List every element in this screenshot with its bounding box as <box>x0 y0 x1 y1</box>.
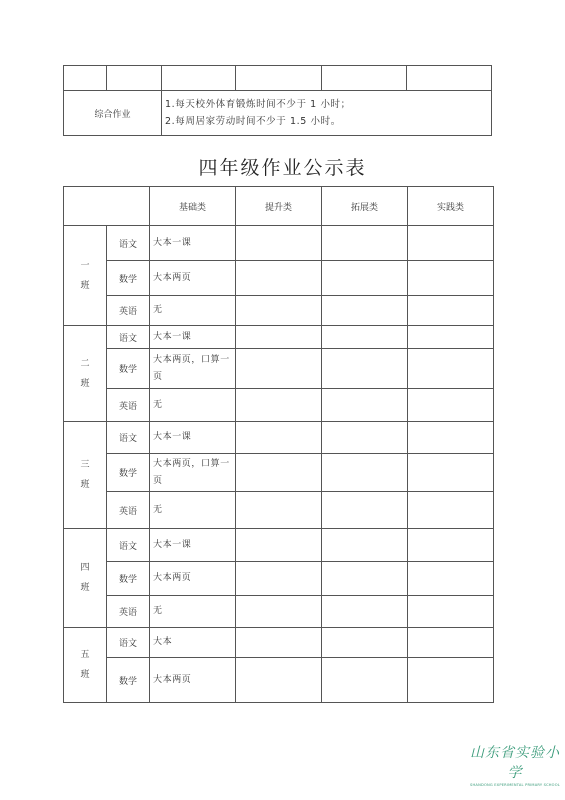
empty-cell <box>322 454 408 492</box>
table-row <box>64 422 494 454</box>
school-logo <box>470 742 560 787</box>
blank-row <box>64 66 492 91</box>
subject-cell: 语文 <box>107 326 150 349</box>
comprehensive-row <box>64 91 492 136</box>
empty-cell <box>408 389 494 422</box>
empty-cell <box>322 658 408 703</box>
table-row <box>64 226 494 261</box>
header-cell: 基础类 <box>150 187 236 226</box>
class-name: 四 班 <box>64 529 107 628</box>
empty-cell <box>236 492 322 529</box>
empty-cell <box>408 296 494 326</box>
basic-homework-cell: 大本一课 <box>150 326 236 349</box>
comprehensive-homework-table <box>63 65 492 136</box>
header-cell: 提升类 <box>236 187 322 226</box>
page-title: 四年级作业公示表 <box>198 157 367 179</box>
table-row <box>64 596 494 628</box>
subject-cell: 英语 <box>107 596 150 628</box>
table-row <box>64 562 494 596</box>
empty-cell <box>322 596 408 628</box>
empty-cell <box>236 628 322 658</box>
basic-homework-cell: 无 <box>150 596 236 628</box>
empty-cell <box>322 492 408 529</box>
basic-homework-cell: 大本一课 <box>150 422 236 454</box>
empty-cell <box>322 562 408 596</box>
subject-cell: 语文 <box>107 529 150 562</box>
table-row <box>64 529 494 562</box>
empty-cell <box>322 226 408 261</box>
empty-cell <box>236 389 322 422</box>
table-row <box>64 454 494 492</box>
empty-cell <box>408 658 494 703</box>
empty-cell <box>322 261 408 296</box>
subject-cell: 数学 <box>107 658 150 703</box>
basic-homework-cell: 大本两页，口算一页 <box>150 349 236 389</box>
subject-cell: 数学 <box>107 562 150 596</box>
school-logo-english: SHANDONG EXPERIMENTAL PRIMARY SCHOOL <box>470 783 560 787</box>
table-row <box>64 296 494 326</box>
table-row <box>64 658 494 703</box>
comprehensive-line-2: 2.每周居家劳动时间不少于 1.5 小时。 <box>165 116 341 127</box>
empty-cell <box>236 562 322 596</box>
header-cell: 拓展类 <box>322 187 408 226</box>
class-name: 二 班 <box>64 326 107 422</box>
table-row <box>64 326 494 349</box>
empty-cell <box>236 261 322 296</box>
header-blank <box>64 187 150 226</box>
basic-homework-cell: 无 <box>150 389 236 422</box>
basic-homework-cell: 大本两页，口算一页 <box>150 454 236 492</box>
subject-cell: 语文 <box>107 226 150 261</box>
table-row <box>64 261 494 296</box>
table-row <box>64 349 494 389</box>
basic-homework-cell: 大本两页 <box>150 261 236 296</box>
header-row <box>64 187 494 226</box>
empty-cell <box>408 349 494 389</box>
empty-cell <box>408 596 494 628</box>
school-logo-name: 山东省实验小学 <box>470 745 560 781</box>
empty-cell <box>322 326 408 349</box>
basic-homework-cell: 大本两页 <box>150 562 236 596</box>
basic-homework-cell: 大本两页 <box>150 658 236 703</box>
empty-cell <box>322 422 408 454</box>
subject-cell: 数学 <box>107 261 150 296</box>
comprehensive-content <box>162 91 492 136</box>
class-name: 三 班 <box>64 422 107 529</box>
empty-cell <box>322 389 408 422</box>
basic-homework-cell: 无 <box>150 492 236 529</box>
empty-cell <box>322 349 408 389</box>
basic-homework-cell: 大本 <box>150 628 236 658</box>
empty-cell <box>236 296 322 326</box>
empty-cell <box>322 628 408 658</box>
subject-cell: 数学 <box>107 454 150 492</box>
empty-cell <box>408 562 494 596</box>
comprehensive-line-1: 1.每天校外体育锻炼时间不少于 1 小时； <box>165 99 351 110</box>
comprehensive-label: 综合作业 <box>64 91 162 136</box>
subject-cell: 语文 <box>107 628 150 658</box>
empty-cell <box>236 349 322 389</box>
empty-cell <box>408 422 494 454</box>
homework-table <box>63 186 494 703</box>
table-row <box>64 492 494 529</box>
empty-cell <box>408 226 494 261</box>
empty-cell <box>408 326 494 349</box>
class-name: 五 班 <box>64 628 107 703</box>
table-row <box>64 628 494 658</box>
class-name: 一 班 <box>64 226 107 326</box>
empty-cell <box>408 529 494 562</box>
empty-cell <box>236 529 322 562</box>
empty-cell <box>236 326 322 349</box>
empty-cell <box>408 454 494 492</box>
subject-cell: 英语 <box>107 389 150 422</box>
basic-homework-cell: 大本一课 <box>150 226 236 261</box>
empty-cell <box>322 529 408 562</box>
empty-cell <box>408 492 494 529</box>
subject-cell: 英语 <box>107 492 150 529</box>
header-cell: 实践类 <box>408 187 494 226</box>
subject-cell: 英语 <box>107 296 150 326</box>
empty-cell <box>322 296 408 326</box>
subject-cell: 语文 <box>107 422 150 454</box>
basic-homework-cell: 大本一课 <box>150 529 236 562</box>
basic-homework-cell: 无 <box>150 296 236 326</box>
empty-cell <box>236 658 322 703</box>
empty-cell <box>236 422 322 454</box>
empty-cell <box>236 226 322 261</box>
empty-cell <box>408 261 494 296</box>
table-row <box>64 389 494 422</box>
subject-cell: 数学 <box>107 349 150 389</box>
empty-cell <box>236 454 322 492</box>
empty-cell <box>236 596 322 628</box>
empty-cell <box>408 628 494 658</box>
